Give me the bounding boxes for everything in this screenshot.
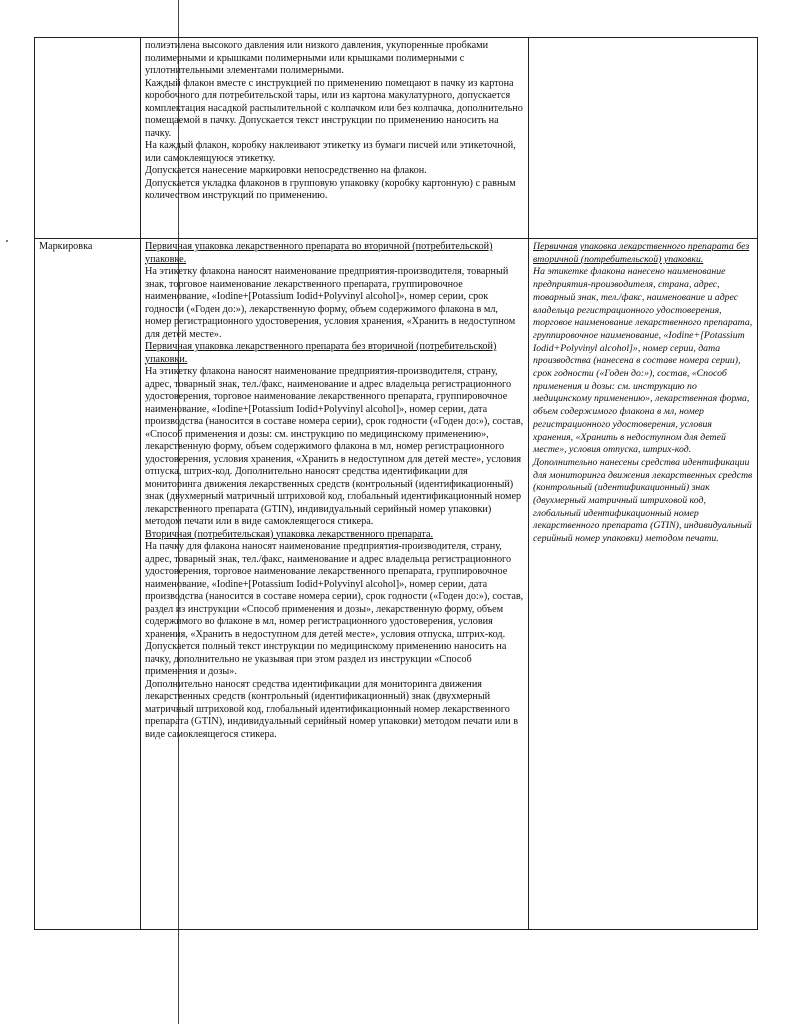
section-text: Дополнительно наносят средства идентификации для мониторинга движения лекарственных средств (контрольный (идентификационный) знак (двухмерный матричный штриховой код, глобальный идентификационный номер лекарственного препарата (GTIN), индивидуальный серийный номер упаковки) методом печати или в виде самоклеящегося стикера. — [145, 678, 519, 740]
row1-paragraph: Допускается укладка флаконов в групповую упаковку (коробку картонную) с равным количеством инструкций по применению. — [145, 177, 516, 201]
row1-paragraph: На каждый флакон, коробку наклеивают этикетку из бумаги писчей или этикеточной, или самоклеящуюся этикетку. — [145, 140, 516, 164]
scan-artifact-dot — [6, 240, 8, 242]
row1-label-cell — [35, 38, 141, 239]
row1-paragraph: Каждый флакон вместе с инструкцией по применению помещают в пачку из картона коробочного для потребительской тары, или из картона макулатурного, допускается комплектация насадкой распылительной с колпачком или без колпачка, дополнительно помещаемой в пачку. Допускается текст инструкции по применению наносить на пачку. — [145, 77, 523, 139]
notes-text: Дополнительно нанесены средства идентификации для мониторинга движения лекарственных средств (контрольный (идентификационный) знак (двухмерный матричный штриховой код, глобальный идентификационный номер лекарственного препарата (GTIN), индивидуальный серийный номер упаковки) методом печати. — [533, 456, 753, 545]
section-text: Допускается полный текст инструкции по медицинскому применению наносить на пачку, дополнительно не указывая при этом раздел из инструкции «Способ применения и дозы». — [145, 641, 507, 677]
notes-text: На этикетке флакона нанесено наименование предприятия-производителя, страна, адрес, товарный знак, тел./факс, наименование и адрес владельца регистрационного удостоверения, торговое наименование лекарственного препарата, группировочное наименование, «Iodine+[Potassium Iodid+Polyvinyl alcohol]», номер серии, дата производства (нанесена в составе номера серии), срок годности («Годен до:»), состав, «Способ применения и дозы: см. инструкцию по медицинскому применению», лекарственная форма, объем содержимого флакона в мл, номер регистрационного удостоверения, условия хранения, «Хранить в недоступном для детей месте», условия отпуска, штрих-код. — [533, 266, 753, 456]
row1-notes-cell — [529, 38, 758, 239]
row1-paragraph: Допускается нанесение маркировки непосредственно на флакон. — [145, 165, 427, 176]
table-row-packaging-continued — [35, 38, 758, 239]
notes-heading: Первичная упаковка лекарственного препарата без вторичной (потребительской) упаковки. — [533, 241, 750, 265]
row1-content-cell — [141, 38, 529, 239]
row2-label-cell: Маркировка — [35, 239, 141, 930]
specification-table — [34, 37, 758, 930]
row1-paragraph: полиэтилена высокого давления или низкого давления, укупоренные пробками полимерными и крышками полимерными или крышками полимерными с уплотнительными элементами полимерными. — [145, 40, 489, 76]
section-heading: Первичная упаковка лекарственного препарата без вторичной (потребительской) упаковки. — [145, 341, 497, 365]
section-heading: Вторичная (потребительская) упаковка лекарственного препарата. — [145, 528, 434, 540]
row2-notes-cell — [529, 239, 758, 930]
row2-content-cell — [141, 239, 529, 930]
section-text: На пачку для флакона наносят наименование предприятия-производителя, страну, адрес, товарный знак, тел./факс, наименование и адрес владельца регистрационного удостоверения, торговое наименование лекарственного препарата, группировочное наименование, «Iodine+[Potassium Iodid+Polyvinyl alcohol]», номер серии, дата производства (наносится в составе номера серии), срок годности («Годен до:»), состав, раздел из инструкции «Способ применения и дозы», лекарственную форму, объем содержимого во флаконе в мл, номер регистрационного удостоверения, условия хранения, «Хранить в недоступном для детей месте», условия отпуска, штрих-код. — [145, 541, 524, 640]
section-text: На этикетку флакона наносят наименование предприятия-производителя, товарный знак, торговое наименование лекарственного препарата, группировочное наименование, «Iodine+[Potassium Iodid+Polyvinyl alcohol]», номер серии, срок годности («Годен до:»), лекарственную форму, объем содержимого флакона в мл, номер регистрационного удостоверения, условия хранения, «Хранить в недоступном для детей месте». — [145, 266, 516, 340]
table-row-marking — [35, 239, 758, 930]
section-heading: Первичная упаковка лекарственного препарата во вторичной (потребительской) упаковке. — [145, 241, 493, 265]
section-text: На этикетку флакона наносят наименование предприятия-производителя, страну, адрес, товарный знак, тел./факс, наименование и адрес владельца регистрационного удостоверения, торговое наименование лекарственного препарата, группировочное наименование, «Iodine+[Potassium Iodid+Polyvinyl alcohol]», номер серии, дата производства (наносится в составе номера серии), срок годности («Годен до:»), состав, «Способ применения и дозы: см. инструкцию по медицинскому применению», лекарственную форму, объем содержимого флакона в мл, номер регистрационного удостоверения, условия хранения, «Хранить в недоступном для детей месте», условия отпуска, штрих-код. Дополнительно наносят средства идентификации для мониторинга движения лекарственных средств (контрольный (идентификационный) знак (двухмерный матричный штриховой код, глобальный идентификационный номер лекарственного препарата (GTIN), индивидуальный серийный номер упаковки) методом печати или в виде самоклеящегося стикера. — [145, 366, 524, 527]
